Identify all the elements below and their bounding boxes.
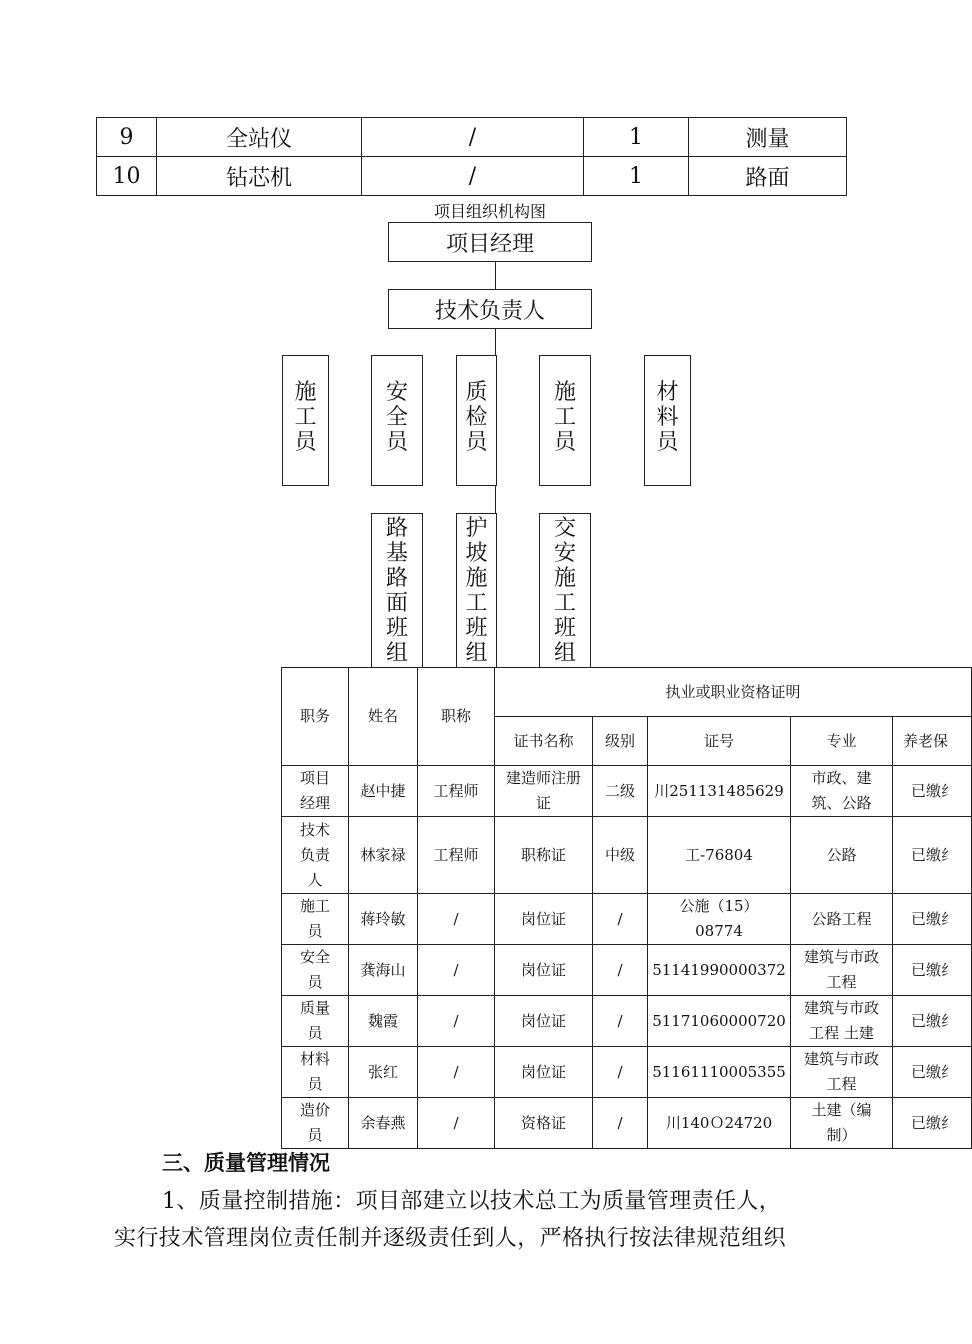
- col-header-name: 姓名: [349, 668, 418, 766]
- equip-use: 测量: [689, 118, 847, 157]
- cell-title: /: [418, 1098, 495, 1149]
- cell-cert-no: 51141990000372: [648, 945, 791, 996]
- paragraph-line: 1、质量控制措施：项目部建立以技术总工为质量管理责任人，: [162, 1189, 782, 1214]
- org-chart-title: 项目组织机构图: [433, 202, 546, 221]
- table-row: [282, 766, 972, 817]
- cell-position: 技术负责人: [282, 817, 349, 894]
- equip-model: /: [362, 157, 584, 196]
- cell-position: 项目经理: [282, 766, 349, 817]
- cell-cert-no: 工-76804: [648, 817, 791, 894]
- cell-cert-name: 资格证: [495, 1098, 593, 1149]
- table-row: [282, 1047, 972, 1098]
- cell-insurance: 已缴纟: [893, 817, 972, 894]
- cell-title: /: [418, 894, 495, 945]
- org-box-safety-officer: [371, 355, 423, 486]
- cell-cert-name: 职称证: [495, 817, 593, 894]
- org-box-quality-inspector: [456, 355, 497, 486]
- org-box-label: 施工员: [294, 380, 317, 455]
- cell-cert-name: 岗位证: [495, 945, 593, 996]
- org-box-team-slope: [456, 513, 497, 668]
- cell-name: 林家禄: [349, 817, 418, 894]
- equip-qty: 1: [584, 157, 689, 196]
- cell-position: 安全员: [282, 945, 349, 996]
- cell-cert-no: 51161110005355: [648, 1047, 791, 1098]
- table-row: [282, 817, 972, 894]
- equip-name: 全站仪: [157, 118, 362, 157]
- cell-cert-no: 川251131485629: [648, 766, 791, 817]
- table-row: [97, 157, 847, 196]
- cell-major: 建筑与市政工程: [791, 1047, 893, 1098]
- table-row: [282, 1098, 972, 1149]
- org-box-label: 安全员: [386, 380, 409, 455]
- cell-name: 龚海山: [349, 945, 418, 996]
- org-box-materials-officer: [644, 355, 691, 486]
- cell-level: /: [593, 894, 648, 945]
- equip-name: 钻芯机: [157, 157, 362, 196]
- cell-level: 二级: [593, 766, 648, 817]
- cell-cert-name: 岗位证: [495, 1047, 593, 1098]
- col-header-position: 职务: [282, 668, 349, 766]
- cell-position: 质量员: [282, 996, 349, 1047]
- cell-cert-no: 公施（15）08774: [648, 894, 791, 945]
- cell-position: 施工员: [282, 894, 349, 945]
- col-header-cert-no: 证号: [648, 717, 791, 766]
- cell-name: 余春燕: [349, 1098, 418, 1149]
- org-box-tech-lead: 技术负责人: [388, 289, 592, 329]
- cell-insurance: 已缴纟: [893, 766, 972, 817]
- cell-name: 蒋玲敏: [349, 894, 418, 945]
- col-header-cert-name: 证书名称: [495, 717, 593, 766]
- cell-insurance: 已缴纟: [893, 894, 972, 945]
- cell-level: 中级: [593, 817, 648, 894]
- cell-name: 赵中捷: [349, 766, 418, 817]
- col-header-major: 专业: [791, 717, 893, 766]
- cell-title: /: [418, 945, 495, 996]
- cell-level: /: [593, 1098, 648, 1149]
- cell-major: 建筑与市政工程: [791, 945, 893, 996]
- cell-cert-name: 岗位证: [495, 996, 593, 1047]
- cell-insurance: 已缴纟: [893, 945, 972, 996]
- org-connector: [495, 262, 496, 289]
- cell-level: /: [593, 1047, 648, 1098]
- table-row: [282, 945, 972, 996]
- cell-major: 公路工程: [791, 894, 893, 945]
- cell-position: 材料员: [282, 1047, 349, 1098]
- cell-major: 土建（编制）: [791, 1098, 893, 1149]
- table-row: [97, 118, 847, 157]
- org-box-team-road: [371, 513, 423, 668]
- col-header-cert-group: 执业或职业资格证明: [495, 668, 972, 717]
- org-box-label: 施工员: [554, 380, 577, 455]
- org-box-construction-staff-2: [539, 355, 591, 486]
- cell-major: 公路: [791, 817, 893, 894]
- cell-cert-no: 51171060000720: [648, 996, 791, 1047]
- cell-title: 工程师: [418, 766, 495, 817]
- cell-title: 工程师: [418, 817, 495, 894]
- paragraph-line: 实行技术管理岗位责任制并逐级责任到人，严格执行按法律规范组织: [114, 1226, 787, 1251]
- col-header-level: 级别: [593, 717, 648, 766]
- equip-model: /: [362, 118, 584, 157]
- cell-insurance: 已缴纟: [893, 996, 972, 1047]
- cell-major: 建筑与市政工程 土建: [791, 996, 893, 1047]
- org-box-construction-staff: [282, 355, 329, 486]
- org-box-label: 护坡施工班组: [465, 516, 488, 666]
- cell-cert-name: 岗位证: [495, 894, 593, 945]
- org-box-label: 交安施工班组: [554, 516, 577, 666]
- section-heading: 三、质量管理情况: [162, 1150, 330, 1175]
- cell-title: /: [418, 1047, 495, 1098]
- cell-cert-name: 建造师注册证: [495, 766, 593, 817]
- cell-insurance: 已缴纟: [893, 1047, 972, 1098]
- col-header-insurance: 养老保: [893, 717, 972, 766]
- table-header-row: [282, 668, 972, 717]
- equip-no: 9: [97, 118, 157, 157]
- cell-cert-no: 川140Ｏ24720: [648, 1098, 791, 1149]
- cell-level: /: [593, 996, 648, 1047]
- cell-level: /: [593, 945, 648, 996]
- cell-title: /: [418, 996, 495, 1047]
- table-row: [282, 996, 972, 1047]
- org-box-label: 材料员: [656, 380, 679, 455]
- equip-use: 路面: [689, 157, 847, 196]
- equip-qty: 1: [584, 118, 689, 157]
- org-box-label: 质检员: [465, 380, 488, 455]
- equipment-table: [96, 117, 847, 196]
- org-box-manager: 项目经理: [388, 222, 592, 262]
- col-header-title: 职称: [418, 668, 495, 766]
- cell-major: 市政、建筑、公路: [791, 766, 893, 817]
- cell-name: 魏霞: [349, 996, 418, 1047]
- org-box-team-traffic: [539, 513, 591, 668]
- cell-name: 张红: [349, 1047, 418, 1098]
- cell-position: 造价员: [282, 1098, 349, 1149]
- equip-no: 10: [97, 157, 157, 196]
- org-box-label: 路基路面班组: [386, 516, 409, 666]
- table-row: [282, 894, 972, 945]
- cell-insurance: 已缴纟: [893, 1098, 972, 1149]
- staff-table: [281, 667, 972, 1149]
